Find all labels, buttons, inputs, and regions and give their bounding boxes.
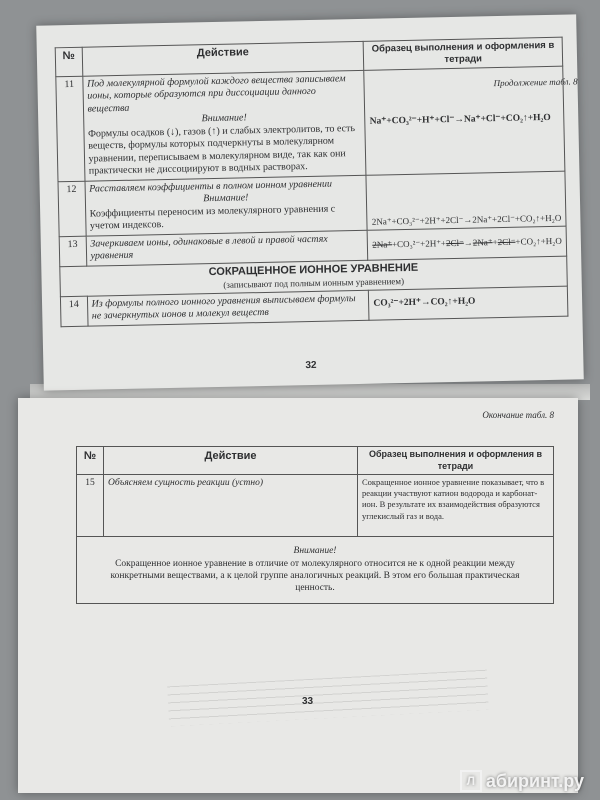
note-row [77, 537, 554, 603]
page-32 [36, 14, 584, 390]
attention-label: Внимание! [203, 192, 249, 205]
row-sample: 2Na⁺+CO₃²⁻+2H⁺+2Cl⁻→2Na⁺+2Cl⁻+CO₂↑+H₂O [366, 171, 566, 230]
arrow-text: → [463, 237, 473, 248]
row-action: Из формулы полного ионного уравнения выписываем формулы не зачеркнутых ионов и молекул веществ [87, 290, 369, 326]
row-action [85, 175, 368, 236]
row-num: 15 [77, 475, 104, 537]
show-through-text [167, 670, 489, 727]
table-8-end [76, 446, 554, 604]
row-action: Объясняем сущность реакции (устно) [104, 475, 358, 537]
action-text: Под молекулярной формулой каждого вещества записываем ионы, которые образуются при диссоциации данного вещества [86, 72, 346, 115]
watermark-text: абиринт.ру [485, 770, 584, 791]
ion-text: +CO₃²⁻+2H⁺+ [391, 237, 447, 249]
row-sample: Na⁺+CO₃²⁻+H⁺+Cl⁻→Na⁺+Cl⁻+CO₂↑+H₂O [364, 66, 565, 175]
header-sample: Образец выполнения и оформления в тетради [364, 37, 563, 70]
ion-text: + [492, 236, 498, 247]
struck-ion: 2Na⁺ [372, 238, 393, 250]
labirint-watermark [460, 770, 584, 792]
row-sample [367, 226, 566, 260]
attention-label: Внимание! [201, 112, 247, 125]
section-subtitle: (записывают под полным ионным уравнением) [223, 275, 405, 290]
attention-note: Формулы осадков (↓), газов (↑) и слабых электролитов, то есть веществ, формулы которых подчеркнуты в молекулярном уравнении, переписываем в молекулярном виде, так как они практически не диссоциируют в водных растворах. [87, 122, 356, 177]
continuation-label: Продолжение табл. 8 [493, 76, 578, 89]
header-action: Действие [82, 41, 364, 76]
table-row-11 [56, 66, 565, 182]
row-num: 13 [59, 236, 86, 267]
row-action [82, 70, 366, 181]
watermark-logo-box: Л [460, 770, 482, 792]
section-title: СОКРАЩЕННОЕ ИОННОЕ УРАВНЕНИЕ [208, 261, 419, 278]
row-action: Зачеркиваем ионы, одинаковые в левой и правой частях уравнения [86, 230, 368, 266]
continuation-label: Окончание табл. 8 [482, 410, 554, 420]
action-text: Расставляем коэффициенты в полном ионном уравнении [89, 178, 333, 195]
header-sample: Образец выполнения и оформления в тетради [358, 447, 554, 475]
attention-note: Сокращенное ионное уравнение в отличие от молекулярного относится не к одной реакции между конкретными веществами, а к целой группе аналогичных реакций. В этом его большая практическая ценность. [110, 558, 520, 594]
row-num: 12 [58, 181, 86, 237]
row-sample: CO₃²⁻+2H⁺→CO₂↑+H₂O [369, 286, 568, 320]
ion-text: +CO₂↑+H₂O [515, 235, 562, 247]
struck-ion: 2Na⁺ [472, 236, 493, 248]
page-number: 33 [302, 696, 314, 707]
row-num: 14 [60, 296, 87, 327]
table-row-15 [77, 475, 554, 537]
table-8-part [55, 37, 569, 327]
struck-ion: 2Cl⁻ [445, 237, 464, 248]
header-num: № [55, 47, 82, 76]
row-num: 11 [56, 76, 85, 182]
attention-label: Внимание! [293, 546, 337, 557]
note-cell [77, 537, 554, 603]
attention-note: Коэффициенты переносим из молекулярного уравнения с учетом индексов. [89, 203, 336, 232]
header-action: Действие [104, 447, 358, 475]
table-header-row [77, 447, 554, 475]
header-num: № [77, 447, 104, 475]
page-33 [18, 398, 578, 793]
row-sample: Сокращенное ионное уравнение показывает, что в реакции участвуют катион водорода и карбонат-ион. В результате их взаимодействия образуются углекислый газ и вода. [358, 475, 554, 537]
struck-ion: 2Cl⁻ [497, 236, 516, 247]
page-number: 32 [305, 359, 317, 372]
